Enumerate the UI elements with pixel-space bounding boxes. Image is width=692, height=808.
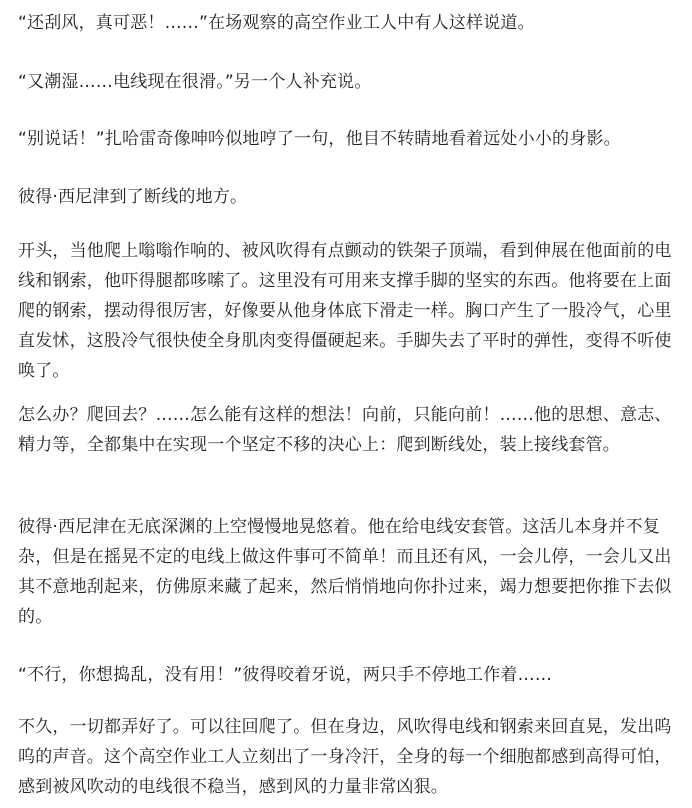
paragraph-4: 彼得·西尼津到了断线的地方。 bbox=[18, 187, 248, 207]
paragraph-6: 怎么办？爬回去？……怎么能有这样的想法！向前，只能向前！……他的思想、意志、精力等，全都集中在实现一个坚定不移的决心上：爬到断线处，装上接线套管。 bbox=[18, 405, 672, 455]
paragraph-7: 彼得·西尼津在无底深渊的上空慢慢地晃悠着。他在给电线安套管。这活儿本身并不复杂，但是在摇晃不定的电线上做这件事可不简单！而且还有风，一会儿停，一会儿又出其不意地刮起来，仿佛原来藏了起来，然后悄悄地向你扑过来，竭力想要把你推下去似的。 bbox=[18, 517, 672, 627]
paragraph-5: 开头，当他爬上嗡嗡作响的、被风吹得有点颤动的铁架子顶端，看到伸展在他面前的电线和钢索，他吓得腿都哆嗦了。这里没有可用来支撑手脚的坚实的东西。他将要在上面爬的钢索，摆动得很厉害，好像要从他身体底下滑走一样。胸口产生了一股冷气，心里直发怵，这股冷气很快使全身肌肉变得僵硬起来。手脚失去了平时的弹性，变得不听使唤了。 bbox=[18, 241, 672, 381]
paragraph-9: 不久，一切都弄好了。可以往回爬了。但在身边，风吹得电线和钢索来回直晃，发出呜呜的声音。这个高空作业工人立刻出了一身冷汗，全身的每一个细胞都感到高得可怕，感到被风吹动的电线很不稳当，感到风的力量非常凶狠。 bbox=[18, 717, 672, 797]
paragraph-3: “别说话！”扎哈雷奇像呻吟似地哼了一句，他目不转睛地看着远处小小的身影。 bbox=[18, 129, 621, 149]
paragraph-2: “又潮湿……电线现在很滑。”另一个人补充说。 bbox=[18, 72, 372, 92]
paragraph-8: “不行，你想捣乱，没有用！”彼得咬着牙说，两只手不停地工作着…… bbox=[18, 665, 553, 685]
paragraph-1: “还刮风，真可恶！……”在场观察的高空作业工人中有人这样说道。 bbox=[18, 13, 535, 33]
